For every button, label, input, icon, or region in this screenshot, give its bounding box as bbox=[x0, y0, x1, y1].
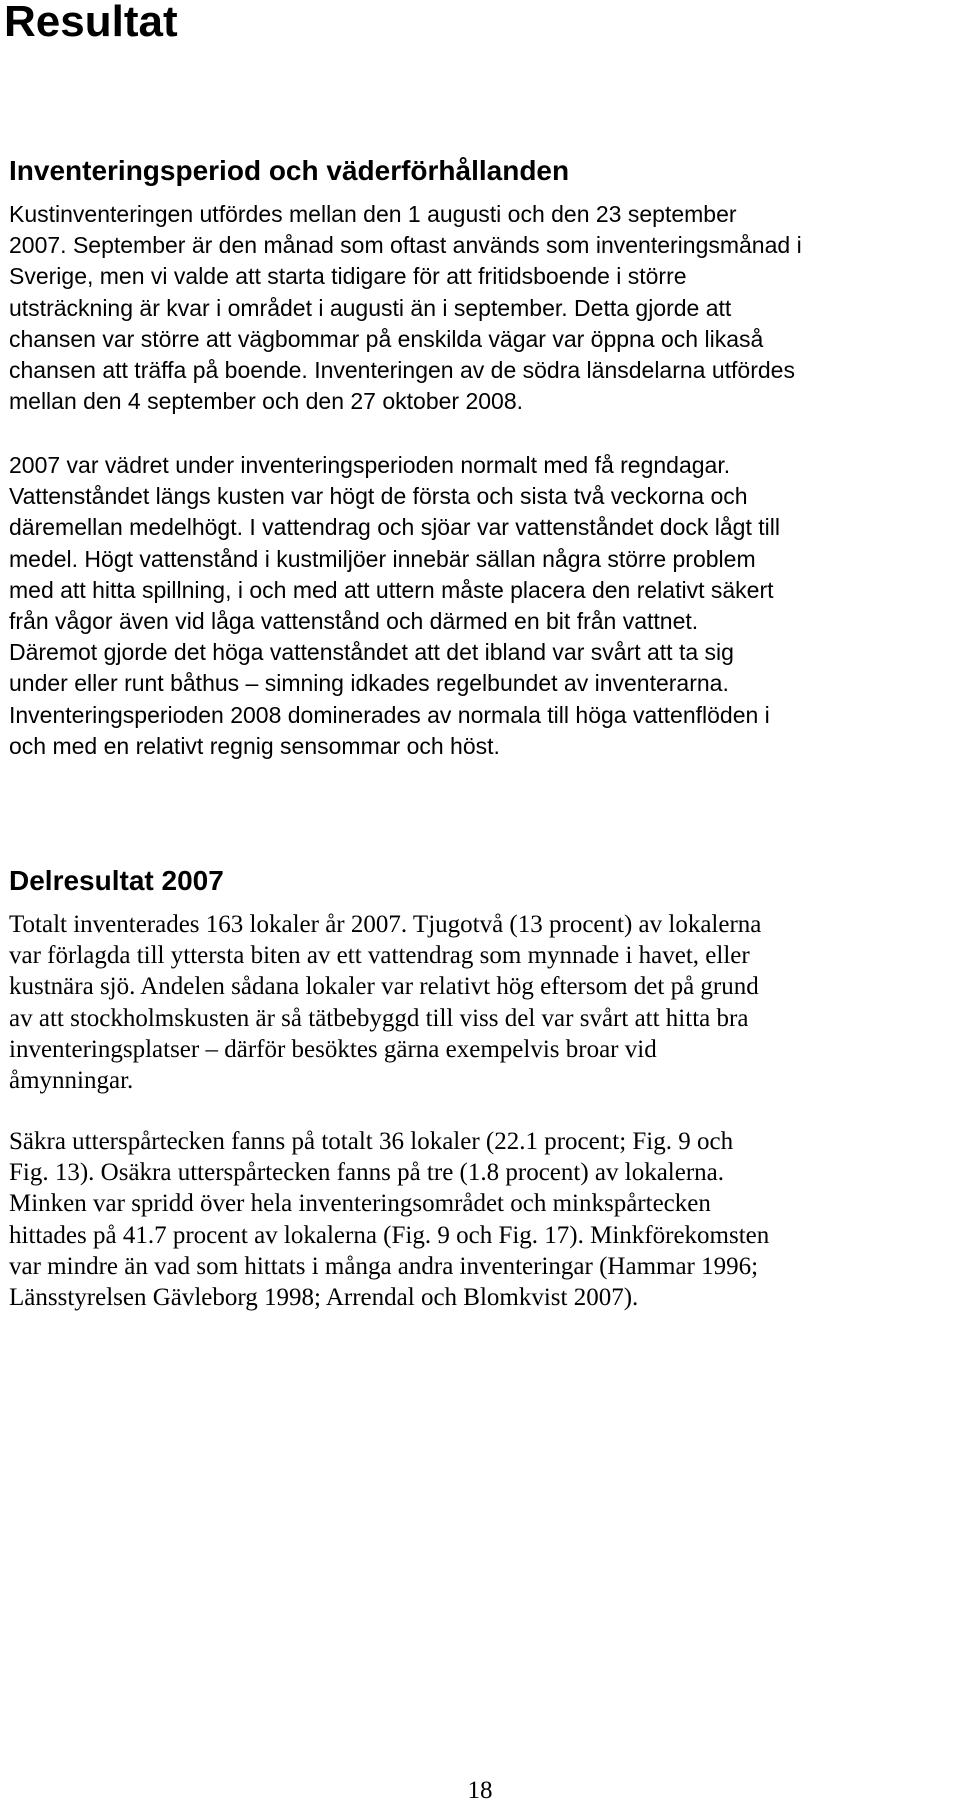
text-line: och med en relativt regnig sensommar och höst. bbox=[9, 732, 500, 759]
text-line: inventeringsplatser – därför besöktes gärna exempelvis broar vid bbox=[9, 1035, 657, 1063]
section-heading-delresultat: Delresultat 2007 bbox=[9, 865, 224, 896]
text-line: 2007 var vädret under inventeringsperioden normalt med få regndagar. bbox=[9, 452, 731, 478]
text-line: 2007. September är den månad som oftast används som inventeringsmånad i bbox=[9, 232, 802, 259]
text-line: Kustinventeringen utfördes mellan den 1 augusti och den 23 september bbox=[9, 201, 737, 227]
text-line: Däremot gjorde det höga vattenståndet att det ibland var svårt att ta sig bbox=[9, 639, 734, 666]
text-line: Säkra utterspårtecken fanns på totalt 36 lokaler (22.1 procent; Fig. 9 och bbox=[9, 1128, 734, 1155]
text-line: Sverige, men vi valde att starta tidigare för att fritidsboende i större bbox=[9, 263, 687, 290]
text-line: chansen var större att vägbommar på enskilda vägar var öppna och likaså bbox=[9, 325, 764, 352]
text-line: däremellan medelhögt. I vattendrag och sjöar var vattenståndet dock lågt till bbox=[9, 514, 780, 541]
text-line: Vattenståndet längs kusten var högt de första och sista två veckorna och bbox=[9, 483, 748, 510]
text-line: kustnära sjö. Andelen sådana lokaler var relativt hög eftersom det på grund bbox=[9, 973, 759, 1001]
text-line: medel. Högt vattenstånd i kustmiljöer innebär sällan några större problem bbox=[9, 545, 756, 572]
paragraph-vader bbox=[9, 450, 921, 762]
text-line: av att stockholmskusten är så tätbebyggd till viss del var svårt att hitta bra bbox=[9, 1004, 749, 1032]
text-line: under eller runt båthus – simning idkades regelbundet av inventerarna. bbox=[9, 670, 729, 697]
section-heading-inventeringsperiod: Inventeringsperiod och väderförhållanden bbox=[9, 155, 570, 186]
text-line: Fig. 13). Osäkra utterspårtecken fanns på tre (1.8 procent) av lokalerna. bbox=[9, 1159, 725, 1187]
text-line: utsträckning är kvar i området i augusti än i september. Detta gjorde att bbox=[9, 294, 732, 321]
text-line: var förlagda till yttersta biten av ett vattendrag som mynnade i havet, eller bbox=[9, 942, 750, 970]
text-line: Totalt inventerades 163 lokaler år 2007. Tjugotvå (13 procent) av lokalerna bbox=[9, 911, 762, 938]
page-number: 18 bbox=[467, 1777, 493, 1804]
text-line: mellan den 4 september och den 27 oktober 2008. bbox=[9, 388, 524, 415]
paragraph-inventeringsperiod bbox=[9, 199, 921, 417]
text-line: Länsstyrelsen Gävleborg 1998; Arrendal och Blomkvist 2007). bbox=[9, 1284, 639, 1312]
page-title: Resultat bbox=[4, 0, 178, 46]
text-line: från vågor även vid låga vattenstånd och därmed en bit från vattnet. bbox=[9, 608, 699, 635]
paragraph-sparteckens bbox=[9, 1126, 921, 1313]
text-line: chansen att träffa på boende. Inventeringen av de södra länsdelarna utfördes bbox=[9, 357, 795, 384]
text-line: åmynningar. bbox=[9, 1067, 134, 1095]
text-line: Minken var spridd över hela inventeringsområdet och minkspårtecken bbox=[9, 1190, 711, 1218]
text-line: Inventeringsperioden 2008 dominerades av normala till höga vattenflöden i bbox=[9, 701, 770, 728]
text-line: var mindre än vad som hittats i många andra inventeringar (Hammar 1996; bbox=[9, 1252, 759, 1280]
text-line: hittades på 41.7 procent av lokalerna (Fig. 9 och Fig. 17). Minkförekomsten bbox=[9, 1221, 770, 1249]
text-line: med att hitta spillning, i och med att uttern måste placera den relativt säkert bbox=[9, 576, 774, 603]
paragraph-lokaler bbox=[9, 909, 921, 1096]
